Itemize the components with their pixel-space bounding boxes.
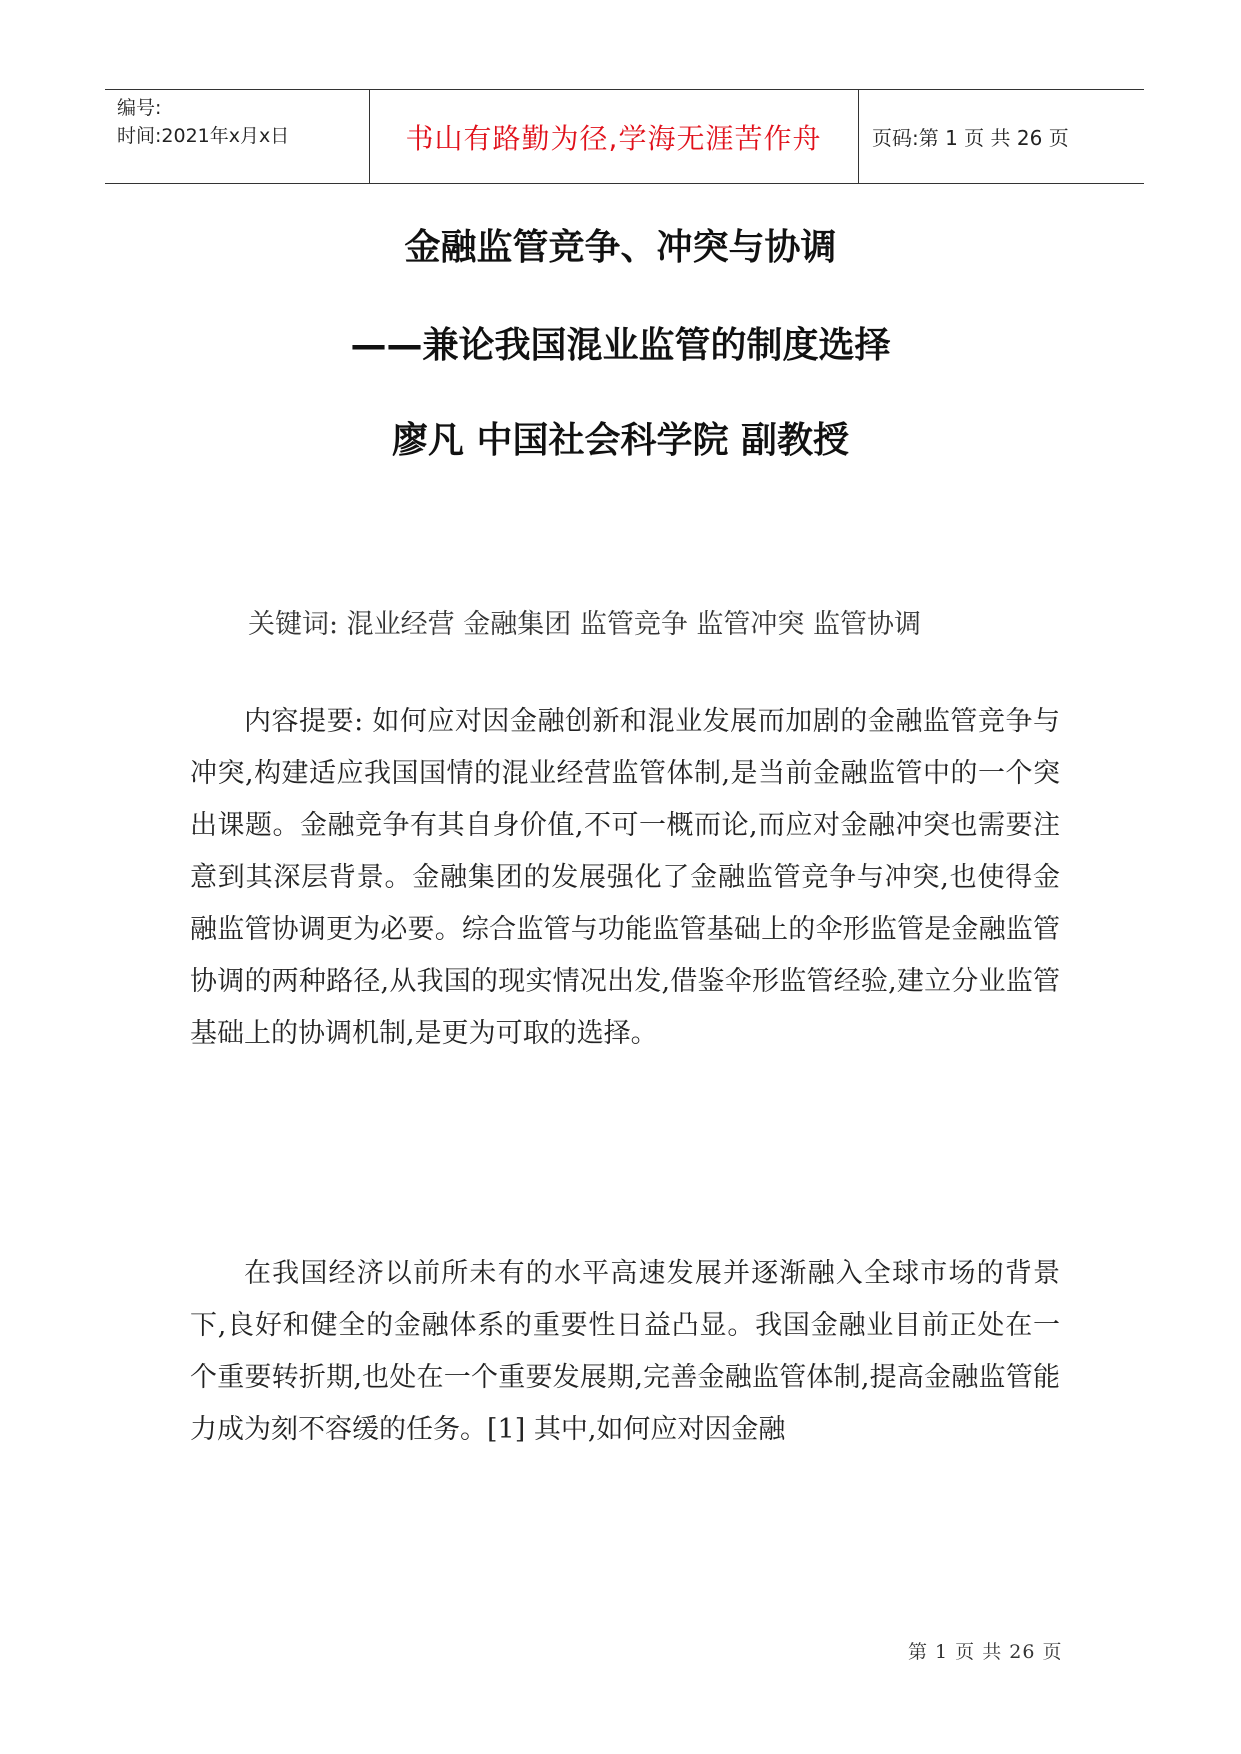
author-line: 廖凡 中国社会科学院 副教授 (391, 420, 850, 461)
abstract-paragraph: 内容提要: 如何应对因金融创新和混业发展而加剧的金融监管竞争与冲突,构建适应我国国情的混业经营监管体制,是当前金融监管中的一个突出课题。金融竞争有其自身价值,不可一概而论,而应对金融冲突也需要注意到其深层背景。金融集团的发展强化了金融监管竞争与冲突,也使得金融监管协调更为必要。综合监管与功能监管基础上的伞形监管是金融监管协调的两种路径,从我国的现实情况出发,借鉴伞形监管经验,建立分业监管基础上的协调机制,是更为可取的选择。 (190, 706, 1060, 1049)
document-number-label: 编号: (117, 97, 162, 119)
document-subtitle: ——兼论我国混业监管的制度选择 (350, 325, 891, 366)
page-footer: 第 1 页 共 26 页 (908, 1641, 1063, 1663)
document-title: 金融监管竞争、冲突与协调 (404, 227, 837, 268)
header-divider (858, 90, 859, 183)
document-time-label: 时间:2021年x月x日 (117, 125, 290, 147)
header-meta (117, 94, 289, 150)
keywords-line: 关键词: 混业经营 金融集团 监管竞争 监管冲突 监管协调 (248, 609, 922, 640)
body-paragraph: 在我国经济以前所未有的水平高速发展并逐渐融入全球市场的背景下,良好和健全的金融体系的重要性日益凸显。我国金融业目前正处在一个重要转折期,也处在一个重要发展期,完善金融监管体制,提高金融监管能力成为刻不容缓的任务。[1] 其中,如何应对因金融 (190, 1258, 1060, 1445)
header-motto: 书山有路勤为径,学海无涯苦作舟 (405, 121, 822, 155)
header-page-info: 页码:第 1 页 共 26 页 (872, 126, 1069, 150)
page-header (105, 89, 1144, 184)
